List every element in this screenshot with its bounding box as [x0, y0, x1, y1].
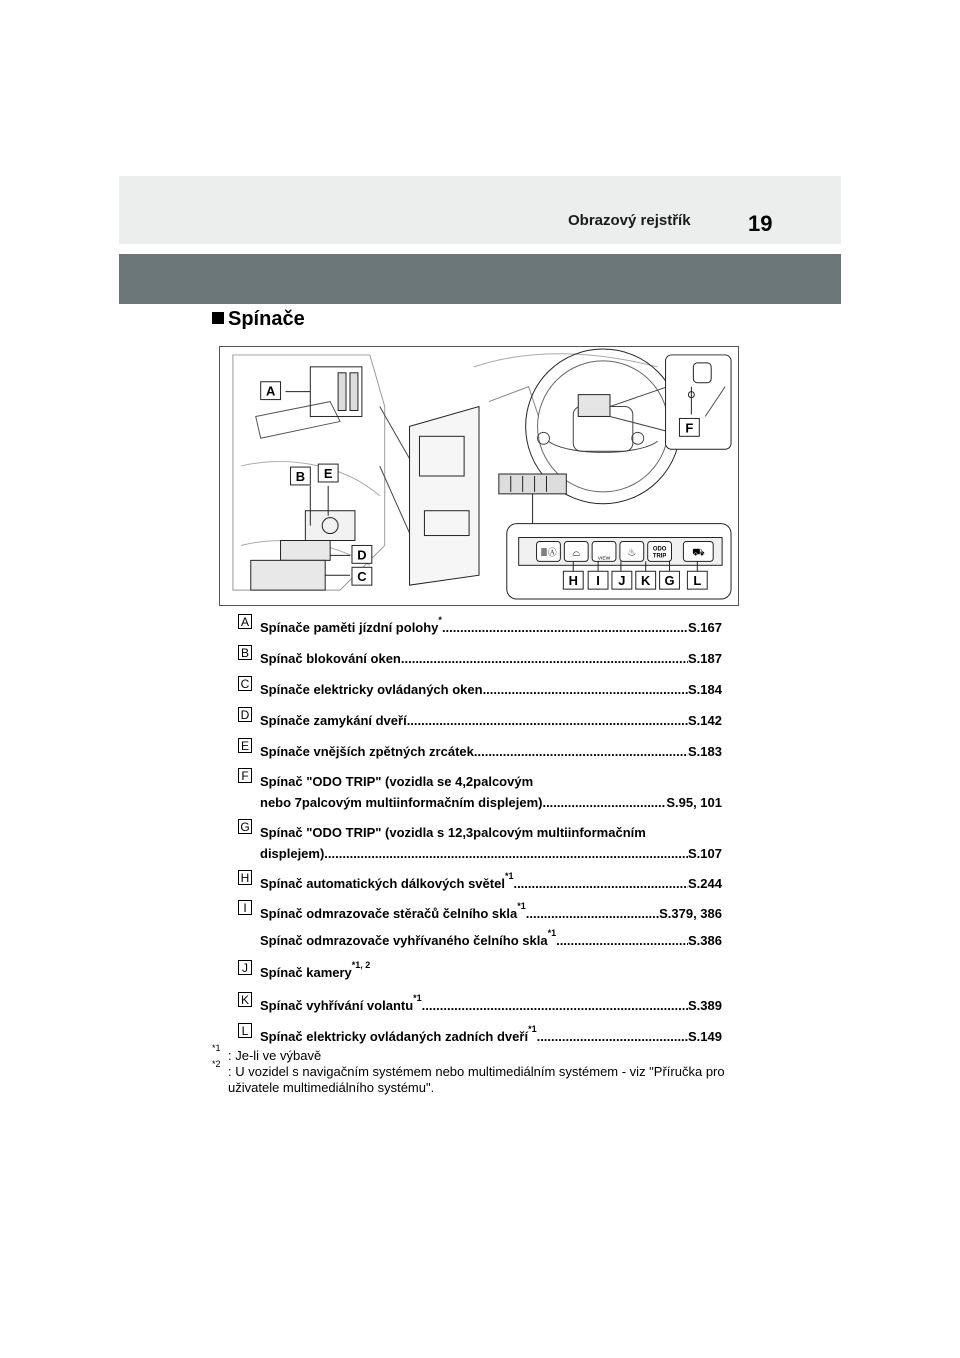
entry-line — [260, 774, 722, 790]
entry-line — [260, 651, 722, 667]
entry-sup: *1, 2 — [351, 960, 371, 970]
entry-line — [260, 901, 722, 922]
entry-page-link[interactable]: S.183 — [688, 744, 722, 759]
footnote: *1 : Je-li ve výbavě — [212, 1043, 322, 1063]
callout-a-label: A — [265, 383, 276, 399]
entry-sup: *1 — [504, 871, 514, 881]
entry-page-link[interactable]: S.244 — [688, 876, 722, 891]
switches-illustration — [219, 346, 739, 606]
footnote-text: : Je-li ve výbavě — [228, 1048, 322, 1063]
entry-page-link[interactable]: S.142 — [688, 713, 722, 728]
callout-g-label: G — [664, 573, 675, 589]
callout-j-label: J — [618, 573, 626, 589]
entry-page-link[interactable]: S.187 — [688, 651, 722, 666]
entry-letter: H — [238, 870, 252, 885]
callout-i-label: I — [596, 573, 600, 589]
entry-line — [260, 615, 722, 636]
entry-page-link[interactable]: S.379, 386 — [659, 906, 722, 921]
section-title-text: Spínače — [228, 308, 305, 330]
page-number: 19 — [748, 211, 773, 236]
entry-letter: C — [238, 676, 252, 691]
entry-text: Spínač blokování oken — [260, 651, 401, 666]
svg-text:VIEW: VIEW — [597, 556, 611, 562]
entry-text: Spínač kamery — [260, 965, 352, 980]
entry-line — [260, 744, 722, 760]
callout-h-label: H — [568, 573, 578, 589]
entry-text: displejem) — [260, 846, 325, 861]
svg-text:TRIP: TRIP — [652, 553, 667, 560]
entry-letter: I — [238, 900, 252, 915]
entry-letter: E — [238, 738, 252, 753]
entry-sup: *1 — [517, 901, 526, 911]
entry-line — [260, 825, 722, 841]
callout-b-label: B — [295, 468, 306, 484]
entry-letter: J — [238, 960, 252, 975]
entry-sup: *1 — [528, 1024, 537, 1034]
entry-sup: *1 — [547, 928, 557, 938]
entry-text: Spínač "ODO TRIP" (vozidla s 12,3palcovým multiinformačním — [260, 825, 646, 840]
header-bar — [119, 254, 841, 304]
svg-text:≣Ⓐ: ≣Ⓐ — [540, 547, 557, 558]
svg-text:⌓: ⌓ — [572, 547, 581, 559]
door-handle — [256, 402, 340, 439]
svg-text:♨: ♨ — [627, 547, 637, 559]
entry-page-link[interactable]: S.184 — [688, 682, 722, 697]
entry-text: nebo 7palcovým multiinformačním displejem) — [260, 795, 543, 810]
entry-text: Spínač odmrazovače vyhřívaného čelního skla — [260, 933, 548, 948]
entry-page-link[interactable]: S.167 — [688, 620, 722, 635]
callout-e-label: E — [323, 465, 333, 481]
entry-page-link[interactable]: S.149 — [688, 1029, 722, 1044]
entry-text: Spínače zamykání dveří — [260, 713, 407, 728]
square-bullet-icon — [212, 312, 224, 324]
footnotes — [212, 1043, 752, 1096]
entry-text: Spínač automatických dálkových světel — [260, 876, 505, 891]
dashboard-outline — [410, 407, 479, 586]
entry-line — [260, 795, 722, 811]
svg-text:⛟: ⛟ — [692, 547, 705, 559]
door-switch-cluster — [305, 511, 355, 541]
entry-text: Spínače elektricky ovládaných oken — [260, 682, 483, 697]
entry-letter: B — [238, 645, 252, 660]
callout-f-label: F — [685, 420, 694, 436]
footnote: *2 : U vozidel s navigačním systémem nebo multimediálním systémem - viz "Příručka pro uživatele multimediálního systému". — [212, 1059, 725, 1095]
svg-text:ODO: ODO — [652, 546, 667, 553]
entry-letter: D — [238, 707, 252, 722]
entry-line — [260, 713, 722, 729]
entry-text: Spínač elektricky ovládaných zadních dveří — [260, 1029, 529, 1044]
callout-k-label: K — [641, 573, 651, 589]
entry-text: Spínač vyhřívání volantu — [260, 998, 414, 1013]
entry-page-link[interactable]: S.389 — [688, 998, 722, 1013]
callout-c-label: C — [357, 569, 367, 585]
entry-letter: L — [238, 1023, 252, 1038]
entry-page-link[interactable]: S.386 — [688, 933, 722, 948]
callout-d-label: D — [357, 547, 367, 563]
entry-line — [260, 682, 722, 698]
header-band — [119, 176, 841, 244]
entry-sup: *1 — [413, 993, 422, 1003]
section-title — [212, 308, 305, 331]
entry-line — [260, 993, 722, 1014]
entry-text: Spínače vnějších zpětných zrcátek — [260, 744, 474, 759]
entry-text: Spínače paměti jízdní polohy — [260, 620, 439, 635]
entry-page-link[interactable]: S.107 — [688, 846, 722, 861]
footnote-text: : U vozidel s navigačním systémem nebo multimediálním systémem - viz "Příručka pro uživatele multimediálního systému". — [228, 1064, 725, 1095]
entry-line — [260, 871, 722, 892]
entry-text: Spínač odmrazovače stěračů čelního skla — [260, 906, 518, 921]
entry-line — [260, 1024, 722, 1045]
entry-line — [260, 960, 722, 981]
entry-letter: F — [238, 768, 252, 783]
entry-letter: G — [238, 819, 252, 834]
entry-page-link[interactable]: S.95, 101 — [666, 795, 722, 810]
header-section-title: Obrazový rejstřík — [568, 212, 691, 229]
entry-line — [260, 928, 722, 949]
entry-sup: * — [438, 615, 442, 625]
entry-line — [260, 846, 722, 862]
entry-text: Spínač "ODO TRIP" (vozidla se 4,2palcovým — [260, 774, 534, 789]
entry-letter: A — [238, 614, 252, 629]
callout-l-label: L — [693, 573, 702, 589]
entry-letter: K — [238, 992, 252, 1007]
